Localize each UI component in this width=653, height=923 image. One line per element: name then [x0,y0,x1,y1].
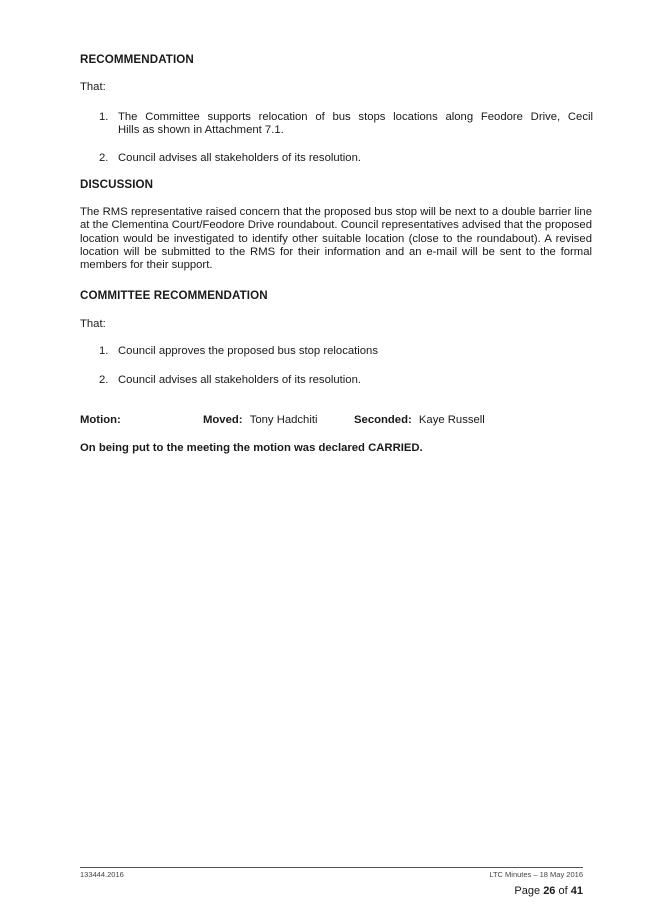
recommendation-that: That: [80,81,106,93]
motion-result: On being put to the meeting the motion was declared CARRIED. [80,442,423,454]
list-number: 1. [99,345,109,357]
list-item-text-continued: Hills as shown in Attachment 7.1. [118,124,284,137]
page-current: 26 [543,885,556,897]
footer-minutes-ref: LTC Minutes – 18 May 2016 [489,870,583,879]
seconded-value: Kaye Russell [418,414,485,426]
discussion-paragraph: The RMS representative raised concern that the proposed bus stop will be next to a double barrier line at the Clementina Court/Feodore Drive roundabout. Council representatives advised that the proposed location would be investigated to identify other suitable location (close to the roundabout). A revised location will be submitted to the RMS for their information and an e-mail will be sent to the formal members for their support. [80,206,592,272]
list-item [99,152,593,165]
committee-recommendation-that: That: [80,318,106,330]
list-item-text: Council approves the proposed bus stop relocations [118,345,378,357]
seconded-field [354,414,485,426]
page-of: of [558,885,568,897]
page-total: 41 [570,885,583,897]
list-item-text: Council advises all stakeholders of its resolution. [118,152,362,164]
motion-label: Motion: [80,414,121,426]
footer-doc-id: 133444.2016 [80,870,124,879]
list-number: 1. [99,111,109,123]
list-number: 2. [99,152,109,164]
moved-value: Tony Hadchiti [249,414,318,426]
moved-label: Moved: [203,414,243,426]
recommendation-heading: RECOMMENDATION [80,53,194,66]
footer-divider [80,867,583,868]
list-item [99,345,593,358]
committee-recommendation-heading: COMMITTEE RECOMMENDATION [80,289,268,302]
list-item-text: Council advises all stakeholders of its resolution. [118,374,362,386]
seconded-label: Seconded: [354,414,412,426]
footer-page-number [514,885,583,897]
list-item [99,111,593,138]
list-number: 2. [99,374,109,386]
page-prefix: Page [514,885,541,897]
discussion-heading: DISCUSSION [80,178,154,191]
list-item [99,374,593,387]
list-item-text: The Committee supports relocation of bus stops locations along Feodore Drive, Cecil [118,111,593,123]
moved-field [203,414,318,426]
